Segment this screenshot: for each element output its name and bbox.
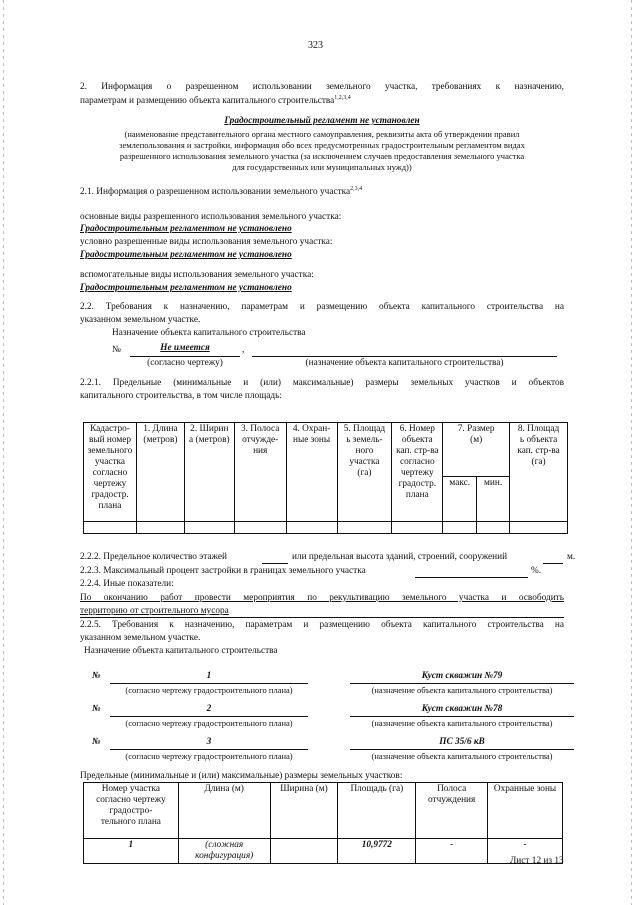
obj1-caption-left: (согласно чертежу градостроительного плана) xyxy=(125,685,293,695)
cond-uses-value: Градостроительным регламентом не установлено xyxy=(80,250,292,260)
regulation-note-2: землепользования и застройки, информация обо всех предусмотренных градостроительным регламентом видах xyxy=(119,140,525,150)
obj3-caption-left: (согласно чертежу градостроительного плана) xyxy=(125,751,293,761)
col-header-strip: 3. Полоса отчужде- ния xyxy=(234,423,286,522)
t2-header-strip: Полоса отчуждения xyxy=(416,783,488,839)
t2-cell-area: 10,9772 xyxy=(338,839,416,864)
obj2-caption-left: (согласно чертежу градостроительного плана) xyxy=(125,718,293,728)
regulation-note-4: для государственных или муниципальных нужд)) xyxy=(232,162,412,172)
table-row xyxy=(84,522,568,534)
sec22-comma: , xyxy=(242,345,245,355)
scan-edge-right xyxy=(631,0,632,905)
cond-uses-label: условно разрешенные виды использования земельного участка: xyxy=(80,237,333,247)
obj2-caption-right: (назначение объекта капитального строительства) xyxy=(371,718,553,728)
col-header-size: 7. Размер (м) xyxy=(443,423,510,477)
t2-cell-width xyxy=(270,839,338,864)
sec224-line1: По окончанию работ провести мероприятия по рекультивацию земельного участка и освободить xyxy=(80,593,564,603)
sec22-no-value: Не имеется xyxy=(160,343,210,353)
sec2-line1: 2. Информация о разрешенном использовании земельного участка, требованиях к назначению, xyxy=(80,82,564,92)
sec225-line2: указанном земельном участке. xyxy=(80,633,201,643)
aux-uses-label: вспомогательные виды использования земельного участка: xyxy=(80,270,314,280)
t2-cell-length: (сложная конфигурация) xyxy=(178,839,270,864)
sec222-text: 2.2.2. Предельное количество этажей xyxy=(80,552,227,562)
col-header-min: мин. xyxy=(477,477,510,522)
sec223-unit: %. xyxy=(531,566,542,576)
sec221-line1: 2.2.1. Предельные (минимальные и (или) максимальные) размеры земельных участков и объектов xyxy=(80,378,564,388)
page-number: 323 xyxy=(308,40,323,51)
sec224-label: 2.2.4. Иные показатели: xyxy=(80,579,174,589)
main-uses-value: Градостроительным регламентом не установлено xyxy=(80,224,292,234)
sec22-line2: указанном земельном участке. xyxy=(80,315,201,325)
sec22-no-label: № xyxy=(112,345,121,355)
main-uses-label: основные виды разрешенного использования земельного участка: xyxy=(80,212,342,222)
obj2-number: 2 xyxy=(206,704,212,714)
size-table xyxy=(83,422,568,534)
sec222-mid: или предельная высота зданий, строений, сооружений xyxy=(292,552,508,562)
obj3-caption-right: (назначение объекта капитального строительства) xyxy=(371,751,553,761)
col-header-max: макс. xyxy=(443,477,477,522)
table-row xyxy=(84,839,563,864)
t2-cell-strip: - xyxy=(416,839,488,864)
col-header-area: 5. Площад ь земель- ного участка (га) xyxy=(337,423,392,522)
sheet-footer: Лист 12 из 13 xyxy=(510,856,564,866)
t2-header-area: Площадь (га) xyxy=(338,783,416,839)
sec223-text: 2.2.3. Максимальный процент застройки в границах земельного участка xyxy=(80,566,366,576)
sec22-line1: 2.2. Требования к назначению, параметрам и размещению объекта капитального строительства на xyxy=(80,302,564,312)
obj1-number: 1 xyxy=(206,671,212,681)
obj3-no-label: № xyxy=(92,737,101,747)
sec221-line2: капитального строительства, в том числе площадь: xyxy=(80,391,282,401)
t2-cell-number: 1 xyxy=(84,839,179,864)
t2-header-number: Номер участка согласно чертежу градостро- тельного плана xyxy=(84,783,179,839)
obj2-no-label: № xyxy=(92,704,101,714)
sec22-purpose-label: Назначение объекта капитального строительства xyxy=(112,328,306,338)
sec22-caption-right: (назначение объекта капитального строительства) xyxy=(305,358,504,368)
obj2-name: Куст скважин №78 xyxy=(421,704,503,714)
col-header-length: 1. Длина (метров) xyxy=(136,423,184,522)
t2-header-length: Длина (м) xyxy=(178,783,270,839)
col-header-width: 2. Ширин а (метров) xyxy=(184,423,234,522)
sec225-line1: 2.2.5. Требования к назначению, параметрам и размещению объекта капитального строительства на xyxy=(80,620,564,630)
sec21-title: 2.1. Информация о разрешенном использовании земельного участка$^{2,3,4}$ xyxy=(80,186,363,198)
sec22-caption-left: (согласно чертежу) xyxy=(147,358,223,368)
limits-table xyxy=(83,782,563,864)
col-header-cadastral: Кадастро- вый номер земельного участка согласно чертежу градостр. плана xyxy=(84,423,137,522)
sec2-line2: параметрам и размещению объекта капитального строительства$^{1,2,3,4}$ xyxy=(80,95,351,107)
col-header-object-area: 8. Площад ь объекта кап. стр-ва (га) xyxy=(510,423,568,522)
t2-header-width: Ширина (м) xyxy=(270,783,338,839)
regulation-note-3: разрешенного использования земельного участка (за исключением случаев предоставления земельного участка xyxy=(119,151,525,161)
t2-cell-zones: - xyxy=(488,839,563,864)
obj1-name: Куст скважин №79 xyxy=(421,671,503,681)
sec224-line2: территорию от строительного мусора xyxy=(80,606,229,616)
regulation-note-1: (наименование представительного органа местного самоуправления, реквизиты акта об утверждении правил xyxy=(124,129,520,139)
col-header-zones: 4. Охран- ные зоны xyxy=(286,423,337,522)
col-header-object-number: 6. Номер объекта кап. стр-ва согласно чертежу градостр. плана xyxy=(392,423,443,522)
scan-edge-left xyxy=(3,0,4,905)
obj3-number: 3 xyxy=(206,737,212,747)
limits-title: Предельные (минимальные и (или) максимальные) размеры земельных участков: xyxy=(80,771,403,781)
aux-uses-value: Градостроительным регламентом не установлено xyxy=(80,283,292,293)
obj3-name: ПС 35/6 кВ xyxy=(439,737,485,747)
t2-header-zones: Охранные зоны xyxy=(488,783,563,839)
obj1-no-label: № xyxy=(92,671,101,681)
sec225-purpose-label: Назначение объекта капитального строительства xyxy=(84,646,278,656)
sec222-unit: м. xyxy=(567,552,576,562)
regulation-title: Градостроительный регламент не установлен xyxy=(224,116,420,126)
obj1-caption-right: (назначение объекта капитального строительства) xyxy=(371,685,553,695)
